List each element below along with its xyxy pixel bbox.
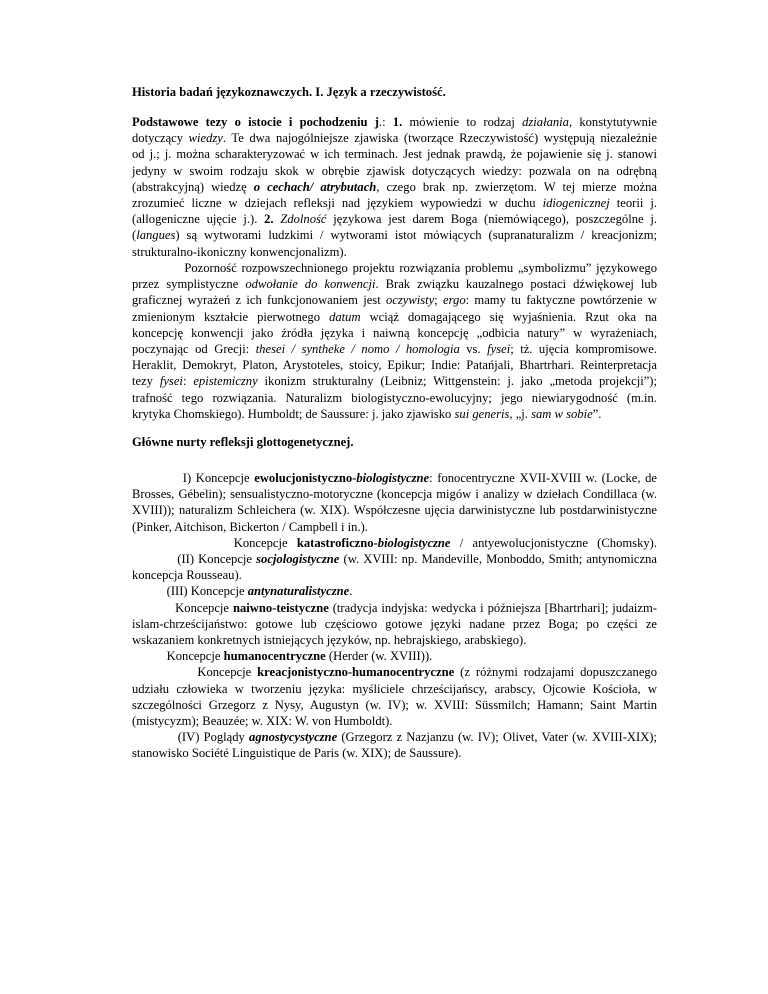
text-line: od j.; j. można scharakteryzować w ich terminach. Jest jednak prawdą, że pojawienie się j. stanowi: [132, 147, 657, 162]
text-line: graficznej wyrażeń z ich funkcjonowaniem jest oczywisty; ergo: mamy tu faktyczne powtórzenie w: [132, 293, 658, 308]
text-line: zmienionym kształcie pierwotnego datum wciąż domagającego się wyjaśnienia. Rzut oka na: [132, 309, 658, 324]
paragraph-basic-theses: [132, 114, 657, 260]
text-line: tezy fysei: epistemiczny ikonizm strukturalny (Leibniz; Wittgenstein: j. jako „metoda projekcji”);: [132, 374, 657, 389]
text-line: islam-chrześcijaństwo: gotowe lub częściowo gotowe języki nadane przez Boga; po części ze: [132, 616, 657, 631]
text-line: trafność tego rozwiązania. Naturalizm biologistyczno-ewolucyjny; jego niewiarygodność (m.in.: [132, 390, 657, 405]
text-line: Koncepcje humanocentryczne (Herder (w. XVIII)).: [132, 649, 433, 664]
text-line: Koncepcje naiwno-teistyczne (tradycja indyjska: wedycka i późniejsza [Bhartrhari]; judaizm-: [132, 600, 658, 615]
section-heading-glottogenetic: Główne nurty refleksji glottogenetycznej.: [132, 435, 354, 449]
text-line: I) Koncepcje ewolucjonistyczno-biologistyczne: fonocentryczne XVII-XVIII w. (Locke, de: [132, 471, 657, 485]
text-line: przez symplistyczne odwołanie do konwencji. Brak związku kauzalnego postaci dźwiękowej lub: [132, 277, 658, 292]
text-line: Koncepcje katastroficzno-biologistyczne / antyewolucjonistyczne (Chomsky).: [132, 535, 658, 550]
text-line: zrozumieć liczne w dziejach refleksji nad językiem wypowiedzi w duchu idiogenicznej teorii j.: [132, 196, 657, 211]
text-line: wskazaniem konkretnych istniejących języków, np. hebrajskiego, arabskiego).: [132, 633, 527, 648]
text-line: stanowisko Société Linguistique de Paris (w. XIX); de Saussure).: [132, 746, 462, 761]
paragraph-convention-critique: [132, 260, 657, 422]
text-line: koncepcję konwencji jako źródła języka i naiwną koncepcję „odbicia natury” w wyrażeniach,: [132, 325, 657, 340]
text-line: (mistycyzm); Beauzée; w. XIX: W. von Humboldt).: [132, 714, 393, 729]
text-line: (IV) Poglądy agnostycystyczne (Grzegorz z Nazjanzu (w. IV); Olivet, Vater (w. XVIII-XIX);: [132, 730, 657, 745]
text-line: krytyka Chomskiego). Humboldt; de Saussure: j. jako zjawisko sui generis, „j. sam w sobie”.: [132, 406, 602, 421]
text-line: Koncepcje kreacjonistyczno-humanocentryczne (z różnymi rodzajami dopuszczanego: [132, 665, 658, 680]
paragraph-glottogenetic-currents: [132, 470, 657, 762]
text-line: Pozorność rozpowszechnionego projektu rozwiązania problemu „symbolizmu” językowego: [132, 261, 657, 275]
text-line: jedyny w swoim rodzaju skok w obrębie zjawisk dotyczących wiedzy: pozwala on na odrębną: [132, 163, 657, 178]
text-line: dotyczący wiedzy. Te dwa najogólniejsze zjawiska (tworzące Rzeczywistość) występują niezależnie: [132, 131, 657, 146]
text-line: (Pinker, Aitchison, Bickerton / Campbell i in.).: [132, 519, 368, 534]
text-line: Heraklit, Demokryt, Platon, Arystoteles, stoicy, Epikur; Indie: Patańjali, Bhartrhari. Reinterpretacja: [132, 358, 657, 373]
document-heading: Historia badań językoznawczych. I. Język a rzeczywistość.: [132, 85, 446, 99]
text-line: strukturalno-ikoniczny konwencjonalizm).: [132, 244, 347, 259]
text-line: Podstawowe tezy o istocie i pochodzeniu j.: 1. mówienie to rodzaj działania, konstytutywnie: [132, 115, 657, 129]
text-line: (langues) są wytworami ludzkimi / wytworami istot mówiących (supranaturalizm / kreacjonizm;: [132, 228, 657, 243]
text-line: koncepcja Rousseau).: [132, 568, 242, 583]
text-line: udziału człowieka w tworzeniu języka: myśliciele chrześcijańscy, arabscy, Ojcowie Kościoła, w: [132, 681, 657, 696]
text-line: (abstrakcyjną) wiedzę o cechach/ atrybutach, czego brak np. zwierzętom. W tej mierze można: [132, 179, 658, 194]
text-line: poczynając od Grecji: thesei / syntheke / nomo / homologia vs. fysei; tż. ujęcia kompromisowe.: [132, 342, 657, 357]
text-line: Brosses, Gébelin); sensualistyczno-motoryczne (koncepcja migów i analizy w dziełach Condillaca (w.: [132, 487, 657, 502]
text-line: szczególności Grzegorz z Nysy, Augustyn (w. IV); w. XVIII: Süssmilch; Hamann; Saint Martin: [132, 697, 657, 712]
text-line: (allogeniczne ujęcie j.). 2. Zdolność językowa jest darem Boga (niemówiącego), poszczególne j.: [132, 212, 657, 227]
text-line: (II) Koncepcje socjologistyczne (w. XVIII: np. Mandeville, Monboddo, Smith; antynomiczna: [132, 552, 657, 567]
text-line: XVIII)); naturalizm Schleichera (w. XIX). Współczesne ujęcia darwinistyczne lub postdarwinistyczne: [132, 503, 657, 518]
text-line: (III) Koncepcje antynaturalistyczne.: [132, 584, 353, 599]
